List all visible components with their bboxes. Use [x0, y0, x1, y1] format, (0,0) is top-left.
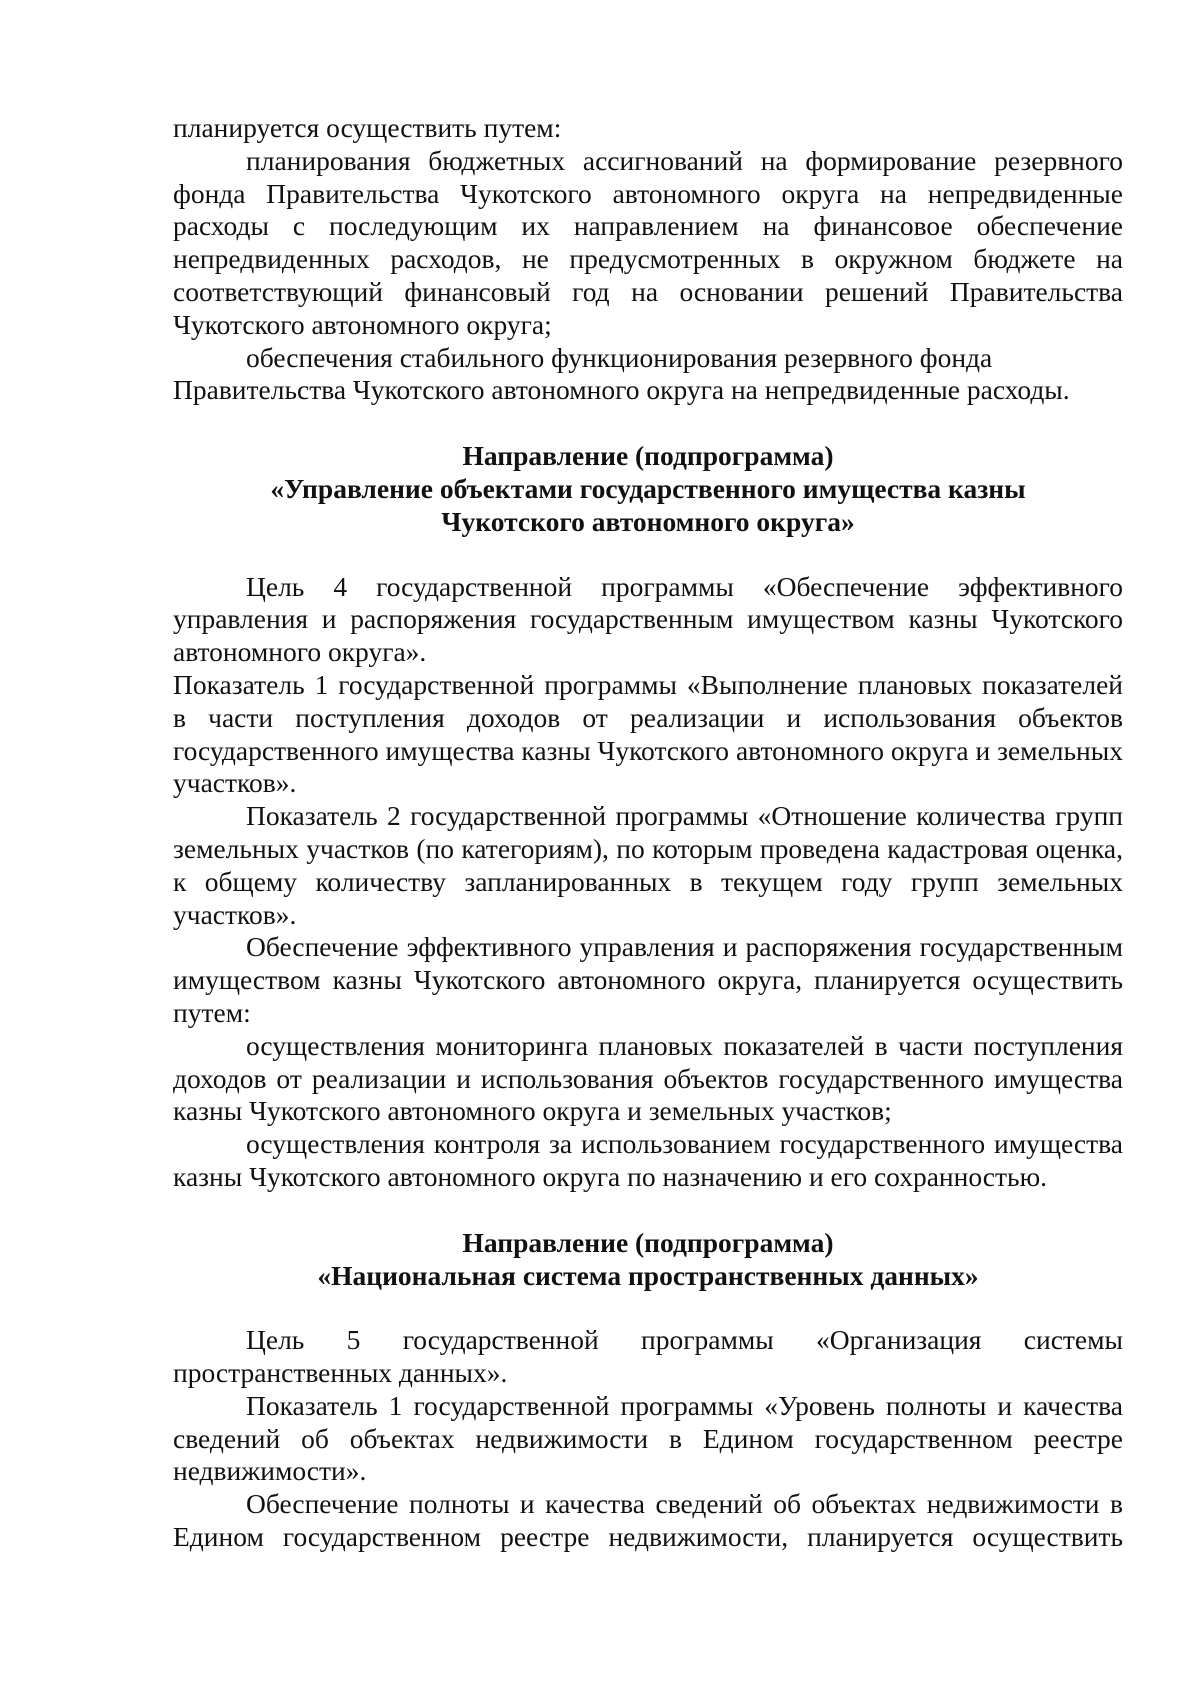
paragraph: осуществления контроля за использованием государственного имущества казны Чукотского автономного округа по назначению и его сохранностью. — [173, 1128, 1123, 1192]
paragraph: Обеспечение полноты и качества сведений об объектах недвижимости в Едином государственном реестре недвижимости, планируется осуществить — [173, 1488, 1123, 1553]
paragraph: Показатель 1 государственной программы «Уровень полноты и качества сведений об объектах недвижимости в Едином государственном реестре недвижимости». — [173, 1389, 1123, 1487]
paragraph: Показатель 1 государственной программы «Выполнение плановых показателей в части поступления доходов от реализации и использования объектов государственного имущества казны Чукотского автономного округа и земельных участков». — [173, 668, 1123, 799]
heading-line: «Национальная система пространственных данных» — [317, 1259, 979, 1291]
section-heading — [173, 440, 1123, 538]
heading-line: Чукотского автономного округа» — [441, 505, 855, 537]
section-heading — [173, 1227, 1123, 1293]
heading-line: Направление (подпрограмма) — [462, 1226, 834, 1258]
document-page — [173, 112, 1123, 1554]
paragraph: обеспечения стабильного функционирования резервного фонда — [246, 341, 993, 373]
paragraph: Цель 4 государственной программы «Обеспечение эффективного управления и распоряжения государственным имуществом казны Чукотского автономного округа». — [173, 570, 1123, 668]
heading-line: Направление (подпрограмма) — [462, 440, 834, 472]
paragraph: планируется осуществить путем: — [173, 112, 562, 143]
paragraph: Цель 5 государственной программы «Организация системы пространственных данных». — [173, 1324, 1123, 1389]
heading-line: «Управление объектами государственного имущества казны — [270, 472, 1026, 504]
paragraph: Правительства Чукотского автономного округа на непредвиденные расходы. — [173, 374, 1070, 406]
paragraph: осуществления мониторинга плановых показателей в части поступления доходов от реализации и использования объектов государственного имущества казны Чукотского автономного округа и земельных участков; — [173, 1029, 1123, 1127]
paragraph: планирования бюджетных ассигнований на формирование резервного фонда Правительства Чукотского автономного округа на непредвиденные расходы с последующим их направлением на финансовое обеспечение непредвиденных расходов, не предусмотренных в окружном бюджете на соответствующий финансовый год на основании решений Правительства Чукотского автономного округа; — [173, 144, 1123, 340]
paragraph: Обеспечение эффективного управления и распоряжения государственным имуществом казны Чукотского автономного округа, планируется осуществить путем: — [173, 931, 1123, 1028]
paragraph: Показатель 2 государственной программы «Отношение количества групп земельных участков (по категориям), по которым проведена кадастровая оценка, к общему количеству запланированных в текущем году групп земельных участков». — [173, 800, 1123, 930]
